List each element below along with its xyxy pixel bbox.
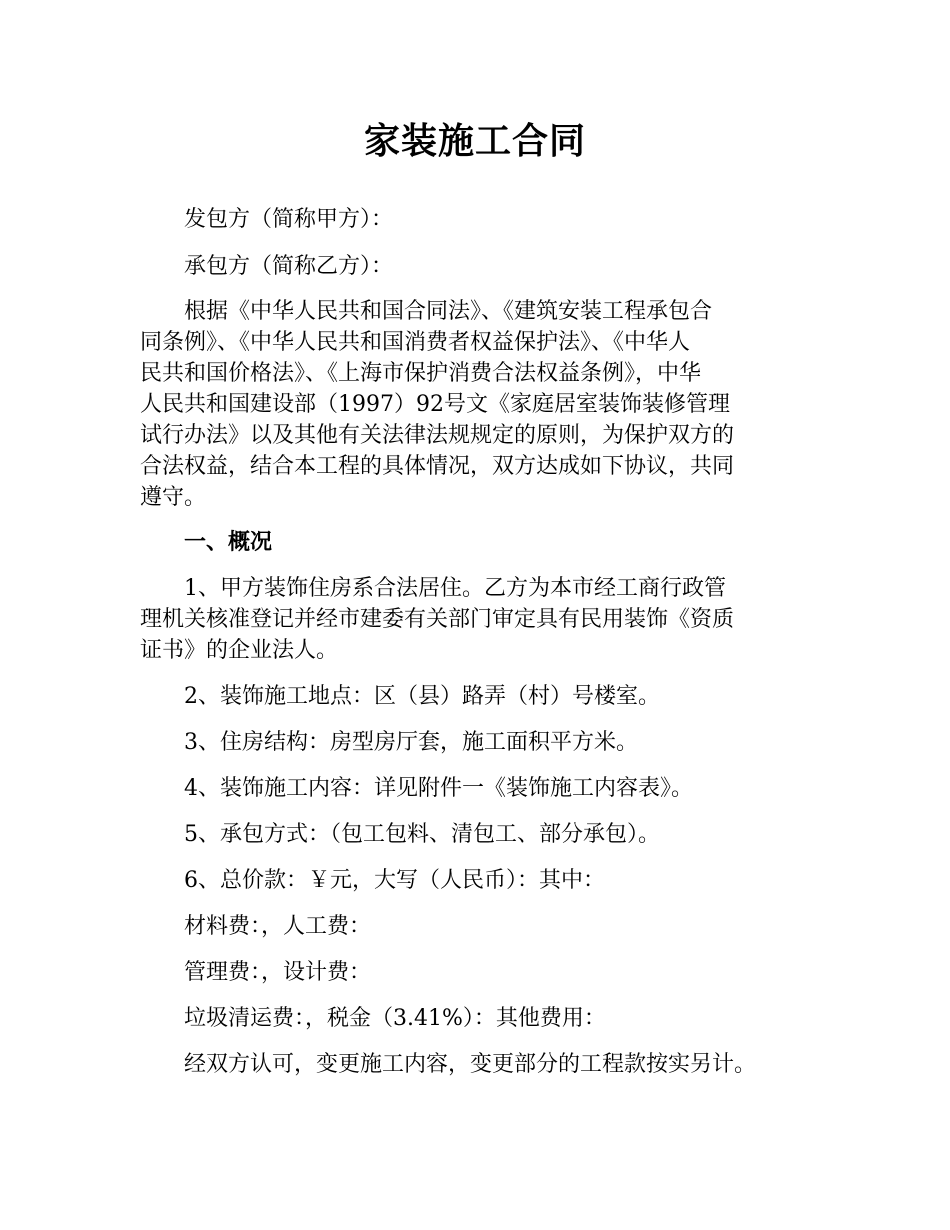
preamble-line: 人民共和国建设部（1997）92号文《家庭居室装饰装修管理: [140, 392, 730, 417]
section-heading-overview: 一、概况: [184, 530, 273, 555]
change-note-line: 经双方认可，变更施工内容，变更部分的工程款按实另计。: [184, 1052, 757, 1077]
document-title: 家装施工合同: [363, 121, 586, 162]
item-1-line: 理机关核准登记并经市建委有关部门审定具有民用装饰《资质: [140, 607, 735, 632]
item-5-line: 5、承包方式：（包工包料、清包工、部分承包）。: [184, 822, 660, 847]
item-6-line: 6、总价款：￥元，大写（人民币）：其中：: [184, 868, 605, 893]
item-2-line: 2、装饰施工地点：区（县）路弄（村）号楼室。: [184, 684, 660, 709]
item-1-line: 1、甲方装饰住房系合法居住。乙方为本市经工商行政管: [184, 576, 726, 601]
preamble-line: 同条例》、《中华人民共和国消费者权益保护法》、《中华人: [140, 330, 691, 355]
party-b-line: 承包方（简称乙方）：: [184, 254, 394, 279]
preamble-line: 遵守。: [140, 485, 207, 510]
item-3-line: 3、住房结构：房型房厅套，施工面积平方米。: [184, 730, 638, 755]
fee-line-management-design: 管理费：，设计费：: [184, 960, 372, 985]
fee-line-materials-labor: 材料费：，人工费：: [184, 914, 372, 939]
party-a-line: 发包方（简称甲方）：: [184, 207, 394, 232]
preamble-line: 根据《中华人民共和国合同法》、《建筑安装工程承包合: [184, 299, 713, 324]
preamble-line: 民共和国价格法》、《上海市保护消费合法权益条例》，中华: [140, 361, 702, 386]
item-4-line: 4、装饰施工内容：详见附件一《装饰施工内容表》。: [184, 776, 693, 801]
preamble-line: 试行办法》以及其他有关法律法规规定的原则，为保护双方的: [140, 423, 735, 448]
item-1-line: 证书》的企业法人。: [140, 638, 339, 663]
preamble-line: 合法权益，结合本工程的具体情况，双方达成如下协议，共同: [140, 454, 735, 479]
fee-line-waste-tax-other: 垃圾清运费：，税金（3.41%）：其他费用：: [184, 1006, 606, 1031]
